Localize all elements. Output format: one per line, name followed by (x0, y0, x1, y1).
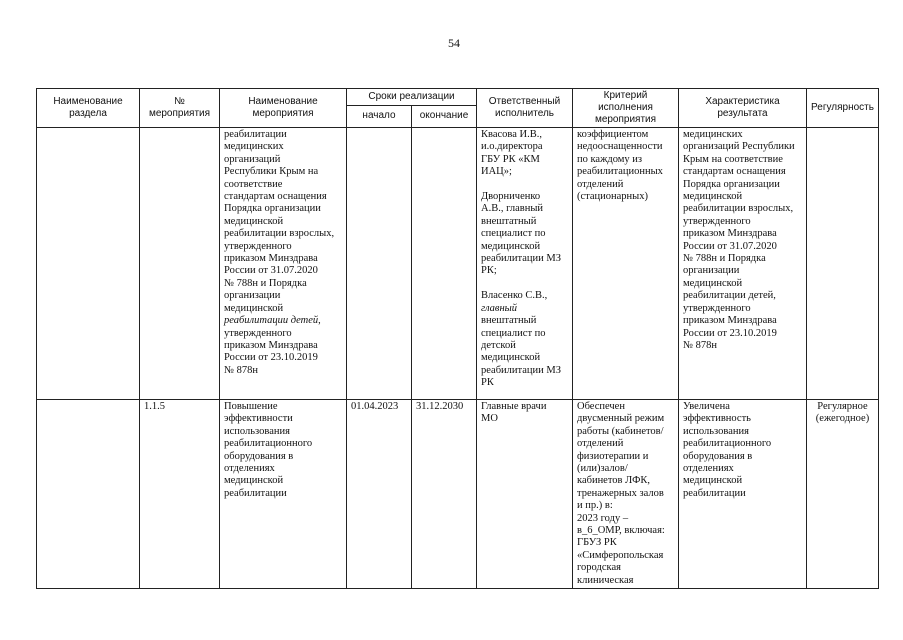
cell-criterion: коэффициентом недооснащенности по каждому из реабилитационных отделений (стационарных) (573, 128, 679, 400)
responsible-text: Квасова И.В., и.о.директора ГБУ РК «КМ ИАЦ»; Дворниченко А.В., главный внештатный специалист по медицинской реабилитации МЗ РК; Власенко С.В., (481, 129, 561, 302)
cell-start (347, 128, 412, 400)
header-row (37, 89, 879, 106)
header-start: начало (347, 105, 412, 127)
cell-result: медицинских организаций Республики Крым на соответствие стандартам оснащения Порядка организации медицинской реабилитации взрослых, утвержденного приказом Минздрава России от 31.07.2020 № 788н и Порядка организации медицинской реабилитации детей, утвержденного приказом Минздрава России от 23.10.2019 № 878н (679, 128, 807, 400)
activities-table (36, 88, 879, 589)
cell-responsible: Главные врачи МО (477, 400, 573, 589)
header-event-name: Наименование мероприятия (220, 89, 347, 128)
cell-responsible (477, 128, 573, 400)
cell-regularity (807, 128, 879, 400)
cell-number (140, 128, 220, 400)
header-section: Наименование раздела (37, 89, 140, 128)
cell-end: 31.12.2030 (412, 400, 477, 589)
page-number: 54 (448, 36, 460, 50)
header-result: Характеристика результата (679, 89, 807, 128)
cell-number: 1.1.5 (140, 400, 220, 589)
header-criterion: Критерий исполнения мероприятия (573, 89, 679, 128)
responsible-text-end: внештатный специалист по детской медицинской реабилитации МЗ РК (481, 315, 561, 389)
cell-section (37, 128, 140, 400)
cell-end (412, 128, 477, 400)
table-row (37, 400, 879, 589)
cell-regularity: Регулярное (ежегодное) (807, 400, 879, 589)
header-number: № мероприятия (140, 89, 220, 128)
cell-event-name (220, 128, 347, 400)
event-name-italic: реабилитации детей (224, 315, 319, 327)
header-responsible: Ответственный исполнитель (477, 89, 573, 128)
cell-criterion: Обеспечен двусменный режим работы (кабинетов/ отделений физиотерапии и (или)залов/ кабинетов ЛФК, тренажерных залов и пр.) в: 2023 году – в_6_ОМР, включая: ГБУЗ РК «Симферопольская городская клиническая (573, 400, 679, 589)
cell-start: 01.04.2023 (347, 400, 412, 589)
responsible-italic: главный (481, 302, 518, 314)
cell-result: Увеличена эффективность использования реабилитационного оборудования в отделениях медицинской реабилитации (679, 400, 807, 589)
event-name-text-end: , утвержденного приказом Минздрава России от 23.10.2019 № 878н (224, 315, 321, 376)
table-row (37, 128, 879, 400)
header-regularity: Регулярность (807, 89, 879, 128)
cell-event-name: Повышение эффективности использования реабилитационного оборудования в отделениях медицинской реабилитации (220, 400, 347, 589)
header-terms: Сроки реализации (347, 89, 477, 106)
header-end: окончание (412, 105, 477, 127)
cell-section (37, 400, 140, 589)
event-name-text: реабилитации медицинских организаций Республики Крым на соответствие стандартам оснащения Порядка организации медицинской реабилитации взрослых, утвержденного приказом Минздрава России от 31.07.2020 № 788н и Порядка организации медицинской (224, 129, 335, 314)
